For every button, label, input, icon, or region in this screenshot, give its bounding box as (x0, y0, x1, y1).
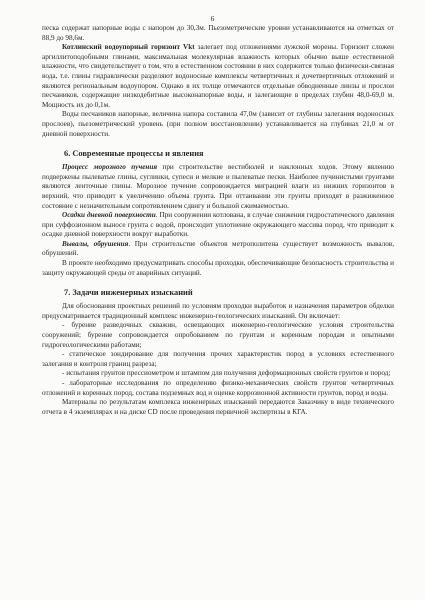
paragraph: Воды песчаников напорные, величина напора составила 47,0м (зависит от глубины залегания водоносных прослоев), пьезометрический уровень (при полном восстановлении) устанавливается на глубинах 21,0 м от дневной поверхности. (42, 110, 394, 138)
paragraph (42, 211, 394, 240)
term-heading: Вывалы, обрушения (62, 239, 129, 248)
paragraph-text: при строительстве вестибюлей и наклонных ходов. Этому явлению подвержены пылеватые глины, суглинки, супеси и мелкие и пылеватые пески. Наиболее пучинистыми грунтами являются ленточные глины. Морозное пучение сопровождается миграцией влаги из нижних горизонтов в верхний, что приводит к увеличению объема грунта. При оттаивании эти грунты приходят в разжиженное состояние с незначительным сопротивлением сдвигу и большой сжимаемостью. (42, 163, 394, 210)
paragraph-text: . При строительстве объектов метрополитена существует возможность вывалов, обрушений. (42, 239, 394, 258)
paragraph: В проекте необходимо предусматривать способы проходки, обеспечивающие безопасность строительства и защиту окружающей среды от аварийных ситуаций. (42, 259, 394, 277)
list-item: - лабораторные исследования по определению физико-механических свойств грунтов четвертичных отложений и коренных пород, состава подземных вод и оценке коррозионной активности грунтов, пород и воды. (42, 379, 394, 397)
section-heading: 7. Задачи инженерных изысканий (64, 288, 193, 298)
paragraph: песка содержат напорные воды с напором до 30,3м. Пьезометрические уровни устанавливаются на отметках от 88,9 до 98,6м. (42, 24, 394, 42)
paragraph (42, 163, 394, 211)
paragraph: Материалы по результатам комплекса инженерных изысканий передаются Заказчику в виде технического отчета в 4 экземплярах и на диске CD после проведения первичной экспертизы в КГА. (42, 398, 394, 416)
page-number: 6 (210, 14, 215, 23)
section-heading: 6. Современные процессы и явления (64, 149, 204, 159)
paragraph: Для обоснования проектных решений по условиям проходки выработок и назначения параметров обделки предусматривается традиционный комплекс инженерно-геологических изысканий. Он включает: (42, 302, 394, 320)
paragraph (42, 240, 394, 259)
term-heading: Котлинский водоупорный горизонт Vkt (62, 43, 195, 52)
list-item: - статическое зондирование для получения прочих характеристик пород в условиях естественного залегания и контроля границ разреза; (42, 350, 394, 368)
paragraph (42, 43, 394, 110)
term-heading: Осадки дневной поверхности (62, 211, 156, 220)
page-content (42, 24, 394, 417)
paragraph-text: . При сооружении котлована, в случае снижения гидростатического давления при суффозионном выносе грунта с водой, происходит уплотнение окружающего массива пород, что приводит к осадке дневной поверхности вокруг выработки. (42, 211, 395, 239)
list-item: - испытания грунтов прессиометром и штампом для получения деформационных свойств грунтов и пород; (62, 369, 391, 378)
paragraph-text: залегает под отложениями лужской морены. Горизонт сложен аргиллитоподобными глинами, максимальная молекулярная влажность которых обычно выше естественной влажности, что свидетельствует о том, что в естественном состоянии в них содержится только физически-связная вода, т.е. глины гидравлически разделяют водоносные комплексы четвертичных и дочетвертичных отложений и являются региональным водоупором. Однако в их толще отмечаются отдельные обводненные линзы и прослои песчаников, содержащие низкодебитные высоконапорные воды, и залегающие в пределах глубин 48,0-69,0 м. Мощность их до 0,1м. (42, 43, 394, 109)
term-heading: Процесс морозного пучения (62, 163, 158, 172)
list-item: - бурение разведочных скважин, освещающих инженерно-геологические условия строительства сооружений; бурение сопровождается опробованием по грунтам и коренным породам и опытными гидрогеологическими работами; (42, 321, 394, 349)
